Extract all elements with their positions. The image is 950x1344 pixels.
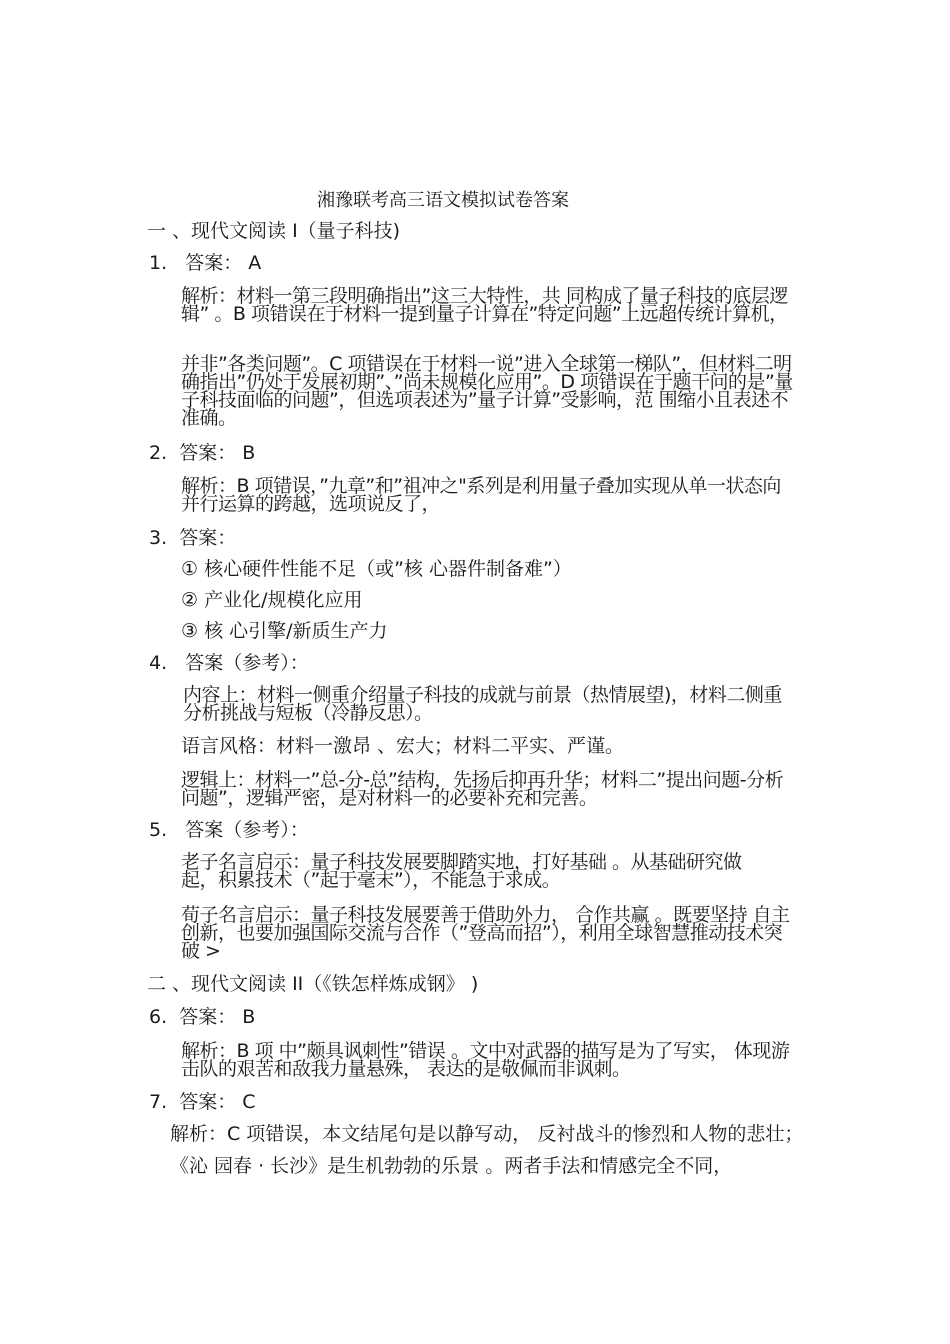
answer-2-head: 2. 答案： B bbox=[149, 442, 256, 464]
answer-6-head: 6. 答案： B bbox=[149, 1006, 256, 1028]
answer-5-xunzi: 荀子名言启示：量子科技发展要善于借助外力， 合作共赢 。既要坚持 自主创新，也要加强国际交流与合作（”登高而招”），利用全球智慧推动技术突破 > bbox=[181, 904, 790, 962]
answer-7-head: 7. 答案： C bbox=[149, 1091, 256, 1113]
answer-4-head: 4. 答案（参考）： bbox=[149, 652, 309, 674]
answer-4-style: 语言风格：材料一激昂 、宏大；材料二平实、严谨。 bbox=[181, 735, 625, 757]
answer-1-head: 1. 答案： A bbox=[149, 252, 262, 274]
section-heading-1: 一 、现代文阅读 I（量子科技) bbox=[147, 220, 401, 242]
answer-3-point-2: ② 产业化/规模化应用 bbox=[181, 589, 363, 611]
answer-5-laozi: 老子名言启示：量子科技发展要脚踏实地，打好基础 。从基础研究做起，积累技术（”起于毫末”），不能急于求成。 bbox=[181, 851, 742, 891]
section-heading-2: 二 、现代文阅读 II（《铁怎样炼成钢》 ) bbox=[147, 973, 479, 995]
page-title: 湘豫联考高三语文模拟试卷答案 bbox=[317, 190, 569, 211]
answer-7-explanation-b: 《沁 园春 · 长沙》是生机勃勃的乐景 。两者手法和情感完全不同， bbox=[170, 1155, 733, 1177]
answer-2-explanation: 解析：B 项错误，”九章”和”祖冲之"系列是利用量子叠加实现从单一状态向并行运算的跨越，选项说反了， bbox=[181, 475, 781, 515]
answer-3-point-1: ① 核心硬件性能不足（或”核 心器件制备难”） bbox=[181, 558, 572, 580]
answer-4-content: 内容上：材料一侧重介绍量子科技的成就与前景（热情展望)，材料二侧重分析挑战与短板（冷静反思）。 bbox=[183, 684, 782, 724]
answer-3-point-3: ③ 核 心引擎/新质生产力 bbox=[181, 620, 388, 642]
answer-5-head: 5. 答案（参考）： bbox=[149, 819, 309, 841]
answer-7-explanation-a: 解析：C 项错误，本文结尾句是以静写动， 反衬战斗的惨烈和人物的悲壮； bbox=[170, 1123, 804, 1145]
answer-1-explanation-a: 解析：材料一第三段明确指出”这三大特性，共 同构成了量子科技的底层逻辑” 。B 项错误在于材料一提到量子计算在”特定问题”上远超传统计算机， bbox=[181, 285, 788, 325]
answer-3-head: 3. 答案： bbox=[149, 527, 237, 549]
answer-4-logic: 逻辑上：材料一”总-分-总”结构，先扬后抑再升华；材料二”提出问题-分析问题”，逻辑严密，是对材料一的必要补充和完善。 bbox=[181, 769, 784, 809]
answer-6-explanation: 解析：B 项 中”颇具讽刺性”错误 。文中对武器的描写是为了写实， 体现游击队的艰苦和敌我力量悬殊， 表达的是敬佩而非讽刺。 bbox=[181, 1040, 790, 1080]
answer-1-explanation-b: 并非”各类问题”。C 项错误在于材料一说”进入全球第一梯队”，但材料二明确指出”仍处于发展初期”、”尚未规模化应用”。D 项错误在于题干问的是”量子科技面临的问题”，但选项表述为”量子计算”受影响，范 围缩小且表述不准确。 bbox=[181, 353, 793, 429]
